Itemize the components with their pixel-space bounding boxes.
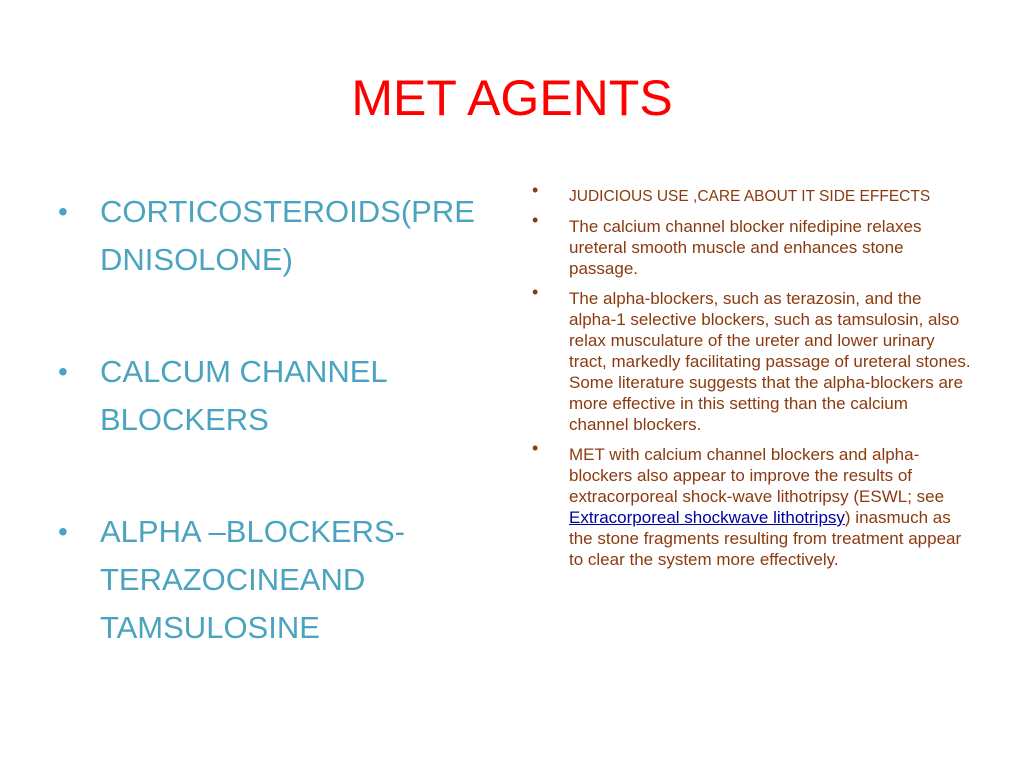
right-item-text: The alpha-blockers, such as terazosin, and the alpha-1 selective blockers, such as tamsulosin, also relax musculature of the ureter and lower urinary tract, markedly facilitating passage of ureteral stones. Some literature suggests that the alpha-blockers are more effective in this setting than the calcium channel blockers. bbox=[569, 289, 971, 434]
eswl-link[interactable]: Extracorporeal shockwave lithotripsy bbox=[569, 508, 845, 527]
left-list-item bbox=[58, 348, 488, 444]
right-list-item bbox=[526, 210, 971, 279]
bullet-icon: • bbox=[58, 356, 68, 387]
slide-title: MET AGENTS bbox=[351, 70, 673, 126]
bullet-icon: • bbox=[58, 196, 68, 227]
right-item-text: MET with calcium channel blockers and alpha-blockers also appear to improve the results of extracorporeal shock-wave lithotripsy (ESWL; see Extracorporeal shockwave lithotripsy) inasmuch as the stone fragments resulting from treatment appear to clear the system more effectively. bbox=[569, 445, 962, 569]
bullet-icon: • bbox=[532, 210, 539, 230]
left-list-item bbox=[58, 508, 488, 652]
right-list-item bbox=[526, 180, 971, 207]
right-list-item bbox=[526, 282, 971, 435]
right-item-text: JUDICIOUS USE ,CARE ABOUT IT SIDE EFFECTS bbox=[569, 188, 931, 205]
left-bullet-list bbox=[58, 188, 488, 716]
bullet-icon: • bbox=[532, 438, 539, 458]
left-item-text: CORTICOSTEROIDS(PRE DNISOLONE) bbox=[100, 194, 475, 277]
left-item-text: CALCUM CHANNEL BLOCKERS bbox=[100, 354, 388, 437]
right-bullet-list bbox=[526, 180, 971, 579]
right-list-item bbox=[526, 438, 971, 570]
left-list-item bbox=[58, 188, 488, 284]
bullet-icon: • bbox=[58, 516, 68, 547]
left-item-text: ALPHA –BLOCKERS- TERAZOCINEAND TAMSULOSINE bbox=[100, 514, 405, 645]
bullet-icon: • bbox=[532, 282, 539, 302]
bullet-icon: • bbox=[532, 180, 539, 200]
right-item-text: The calcium channel blocker nifedipine relaxes ureteral smooth muscle and enhances stone passage. bbox=[569, 217, 922, 278]
